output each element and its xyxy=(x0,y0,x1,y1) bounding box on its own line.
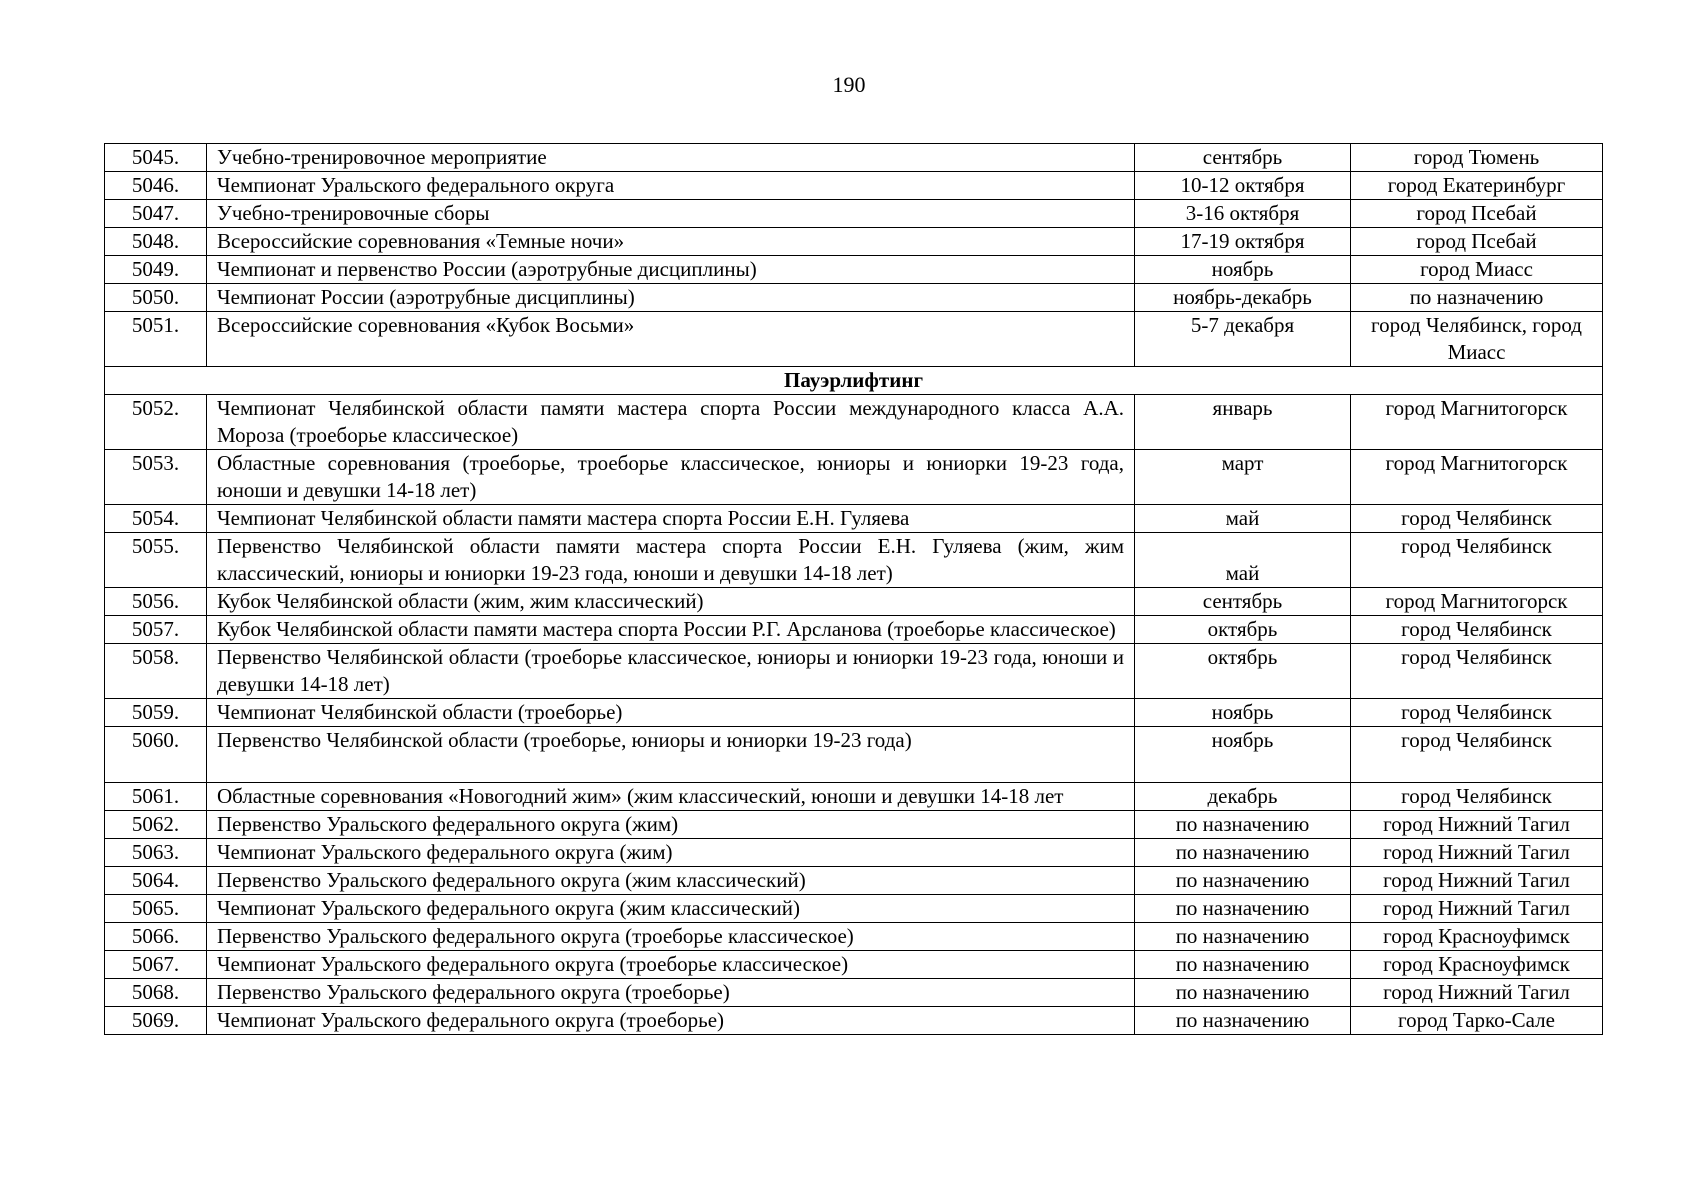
event-date: январь xyxy=(1135,395,1351,450)
event-place: город Челябинск xyxy=(1351,699,1603,727)
event-place: город Екатеринбург xyxy=(1351,172,1603,200)
event-name: Чемпионат Уральского федерального округа (жим) xyxy=(207,839,1135,867)
table-row xyxy=(105,783,1603,811)
event-number: 5060. xyxy=(105,727,207,783)
table-row xyxy=(105,228,1603,256)
event-date: май xyxy=(1225,561,1260,585)
event-name: Чемпионат Уральского федерального округа (жим классический) xyxy=(207,895,1135,923)
event-place: город Красноуфимск xyxy=(1351,951,1603,979)
event-place: город Миасс xyxy=(1351,256,1603,284)
event-place: город Тарко-Сале xyxy=(1351,1007,1603,1035)
event-number: 5057. xyxy=(105,616,207,644)
event-place: город Нижний Тагил xyxy=(1351,867,1603,895)
event-name: Первенство Уральского федерального округа (троеборье классическое) xyxy=(207,923,1135,951)
event-place: город Магнитогорск xyxy=(1351,395,1603,450)
table-row xyxy=(105,450,1603,505)
event-number: 5047. xyxy=(105,200,207,228)
event-name: Чемпионат Уральского федерального округа xyxy=(207,172,1135,200)
event-number: 5062. xyxy=(105,811,207,839)
table-row xyxy=(105,699,1603,727)
event-date: 10-12 октября xyxy=(1135,172,1351,200)
event-name: Чемпионат Челябинской области памяти мастера спорта России международного класса А.А. Мороза (троеборье классическое) xyxy=(207,395,1135,450)
event-name: Чемпионат Челябинской области памяти мастера спорта России Е.Н. Гуляева xyxy=(207,505,1135,533)
event-date: март xyxy=(1135,450,1351,505)
table-row xyxy=(105,895,1603,923)
event-name: Областные соревнования «Новогодний жим» (жим классический, юноши и девушки 14-18 лет xyxy=(207,783,1135,811)
event-number: 5054. xyxy=(105,505,207,533)
event-date: по назначению xyxy=(1135,895,1351,923)
event-number: 5069. xyxy=(105,1007,207,1035)
event-number: 5064. xyxy=(105,867,207,895)
event-date-cell xyxy=(1135,533,1351,588)
events-table-body xyxy=(105,144,1603,1035)
page-number: 190 xyxy=(832,72,866,97)
table-row xyxy=(105,284,1603,312)
event-name: Областные соревнования (троеборье, троеборье классическое, юниоры и юниорки 19-23 года, юноши и девушки 14-18 лет) xyxy=(207,450,1135,505)
event-date: по назначению xyxy=(1135,867,1351,895)
event-date: по назначению xyxy=(1135,979,1351,1007)
event-number: 5063. xyxy=(105,839,207,867)
table-row xyxy=(105,256,1603,284)
table-row xyxy=(105,312,1603,367)
event-date: ноябрь-декабрь xyxy=(1135,284,1351,312)
section-title: Пауэрлифтинг xyxy=(105,367,1603,395)
event-date: сентябрь xyxy=(1135,588,1351,616)
event-date: по назначению xyxy=(1135,951,1351,979)
table-row xyxy=(105,1007,1603,1035)
event-number: 5052. xyxy=(105,395,207,450)
event-name: Чемпионат Челябинской области (троеборье) xyxy=(207,699,1135,727)
table-row xyxy=(105,616,1603,644)
event-place: город Псебай xyxy=(1351,200,1603,228)
event-name: Всероссийские соревнования «Кубок Восьми» xyxy=(207,312,1135,367)
event-place: город Нижний Тагил xyxy=(1351,839,1603,867)
table-row xyxy=(105,144,1603,172)
table-row xyxy=(105,727,1603,783)
table-row xyxy=(105,588,1603,616)
event-place: город Тюмень xyxy=(1351,144,1603,172)
event-place: город Челябинск xyxy=(1351,616,1603,644)
table-row xyxy=(105,867,1603,895)
table-row xyxy=(105,979,1603,1007)
event-number: 5045. xyxy=(105,144,207,172)
table-row xyxy=(105,644,1603,699)
event-number: 5055. xyxy=(105,533,207,588)
events-table xyxy=(104,143,1603,1035)
event-name: Первенство Челябинской области памяти мастера спорта России Е.Н. Гуляева (жим, жим классический, юниоры и юниорки 19-23 года, юноши и девушки 14-18 лет) xyxy=(207,533,1135,588)
event-date: октябрь xyxy=(1135,644,1351,699)
event-name: Первенство Уральского федерального округа (троеборье) xyxy=(207,979,1135,1007)
event-place: город Магнитогорск xyxy=(1351,450,1603,505)
event-name: Чемпионат России (аэротрубные дисциплины) xyxy=(207,284,1135,312)
event-date: сентябрь xyxy=(1135,144,1351,172)
table-row xyxy=(105,811,1603,839)
event-name: Первенство Челябинской области (троеборье, юниоры и юниорки 19-23 года) xyxy=(207,727,1135,783)
event-date: по назначению xyxy=(1135,839,1351,867)
event-name: Учебно-тренировочное мероприятие xyxy=(207,144,1135,172)
event-place: город Псебай xyxy=(1351,228,1603,256)
event-place: город Челябинск xyxy=(1351,783,1603,811)
event-name: Кубок Челябинской области (жим, жим классический) xyxy=(207,588,1135,616)
event-number: 5059. xyxy=(105,699,207,727)
event-number: 5068. xyxy=(105,979,207,1007)
event-place: город Челябинск xyxy=(1351,727,1603,783)
event-name: Первенство Челябинской области (троеборье классическое, юниоры и юниорки 19-23 года, юноши и девушки 14-18 лет) xyxy=(207,644,1135,699)
event-date: по назначению xyxy=(1135,1007,1351,1035)
table-row xyxy=(105,505,1603,533)
event-number: 5053. xyxy=(105,450,207,505)
event-date: 3-16 октября xyxy=(1135,200,1351,228)
event-number: 5067. xyxy=(105,951,207,979)
event-place: город Нижний Тагил xyxy=(1351,979,1603,1007)
event-date: декабрь xyxy=(1135,783,1351,811)
event-name: Первенство Уральского федерального округа (жим классический) xyxy=(207,867,1135,895)
event-place: город Челябинск, город Миасс xyxy=(1351,312,1603,367)
event-place: город Челябинск xyxy=(1351,505,1603,533)
event-place: город Челябинск xyxy=(1351,533,1603,588)
table-row xyxy=(105,923,1603,951)
event-number: 5065. xyxy=(105,895,207,923)
event-date: 5-7 декабря xyxy=(1135,312,1351,367)
table-row xyxy=(105,395,1603,450)
event-place: город Красноуфимск xyxy=(1351,923,1603,951)
event-name: Чемпионат Уральского федерального округа (троеборье) xyxy=(207,1007,1135,1035)
table-row xyxy=(105,951,1603,979)
event-name: Чемпионат и первенство России (аэротрубные дисциплины) xyxy=(207,256,1135,284)
event-name: Всероссийские соревнования «Темные ночи» xyxy=(207,228,1135,256)
event-date: по назначению xyxy=(1135,811,1351,839)
event-number: 5049. xyxy=(105,256,207,284)
event-date: 17-19 октября xyxy=(1135,228,1351,256)
event-date: октябрь xyxy=(1135,616,1351,644)
event-date: ноябрь xyxy=(1135,699,1351,727)
event-date: ноябрь xyxy=(1135,727,1351,783)
event-number: 5051. xyxy=(105,312,207,367)
event-number: 5066. xyxy=(105,923,207,951)
event-number: 5048. xyxy=(105,228,207,256)
event-date: май xyxy=(1135,505,1351,533)
event-place: по назначению xyxy=(1351,284,1603,312)
event-place: город Нижний Тагил xyxy=(1351,811,1603,839)
event-place: город Нижний Тагил xyxy=(1351,895,1603,923)
event-place: город Челябинск xyxy=(1351,644,1603,699)
event-name: Кубок Челябинской области памяти мастера спорта России Р.Г. Арсланова (троеборье классическое) xyxy=(207,616,1135,644)
event-place: город Магнитогорск xyxy=(1351,588,1603,616)
event-number: 5050. xyxy=(105,284,207,312)
table-row xyxy=(105,172,1603,200)
table-row xyxy=(105,533,1603,588)
event-number: 5056. xyxy=(105,588,207,616)
event-name: Учебно-тренировочные сборы xyxy=(207,200,1135,228)
event-name: Первенство Уральского федерального округа (жим) xyxy=(207,811,1135,839)
event-number: 5046. xyxy=(105,172,207,200)
event-date: ноябрь xyxy=(1135,256,1351,284)
section-header-row xyxy=(105,367,1603,395)
event-date: по назначению xyxy=(1135,923,1351,951)
table-row xyxy=(105,839,1603,867)
event-number: 5061. xyxy=(105,783,207,811)
event-number: 5058. xyxy=(105,644,207,699)
table-row xyxy=(105,200,1603,228)
event-name: Чемпионат Уральского федерального округа (троеборье классическое) xyxy=(207,951,1135,979)
